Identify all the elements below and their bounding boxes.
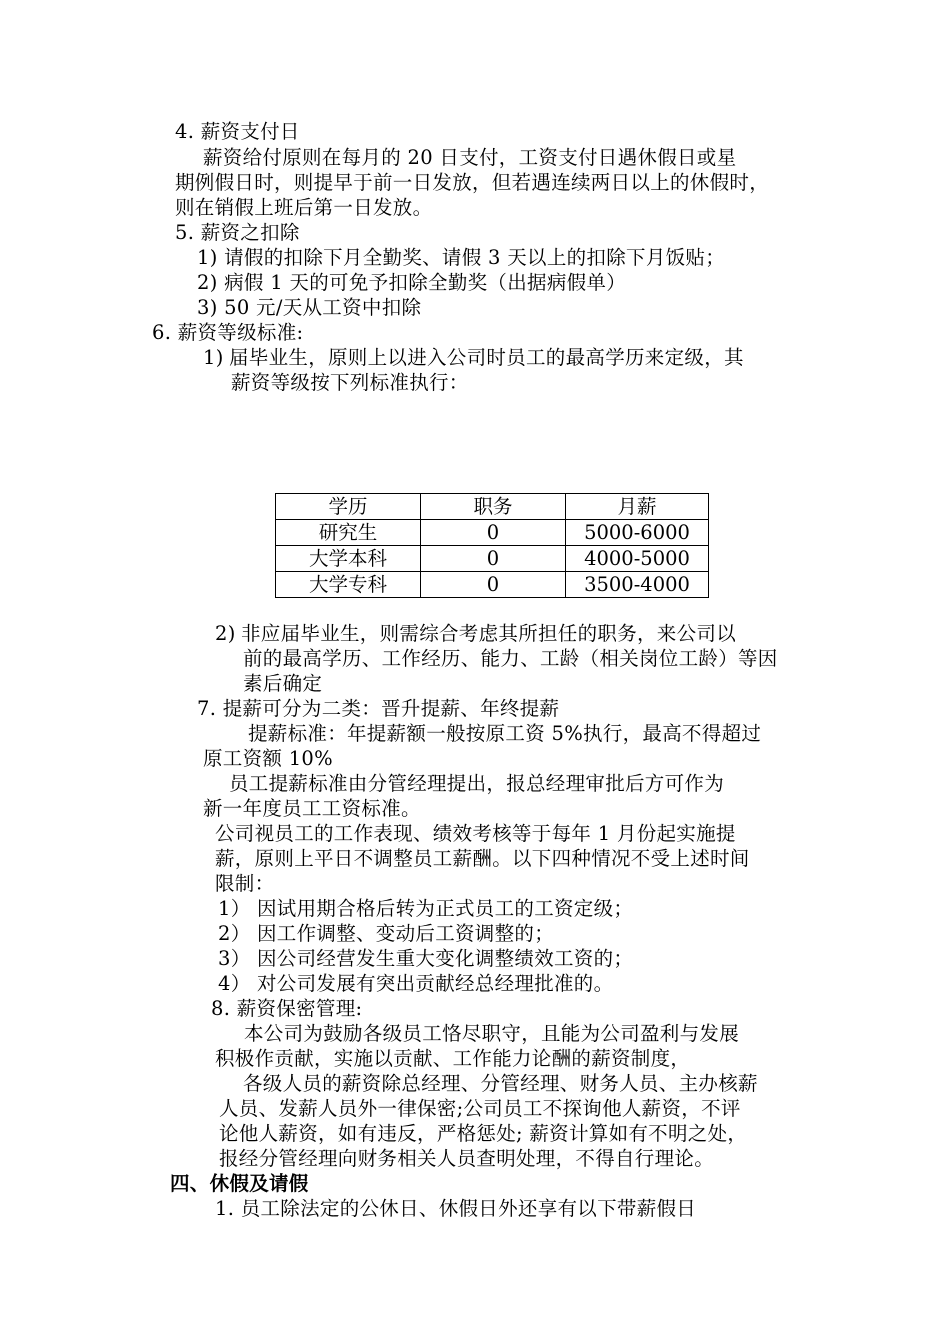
paragraph-line: 公司视员工的工作表现、绩效考核等于每年 1 月份起实施提 [215, 822, 736, 845]
table-header-cell: 学历 [276, 494, 421, 520]
table-cell: 大学专科 [276, 572, 421, 598]
list-item: 2） 因工作调整、变动后工资调整的； [218, 922, 555, 945]
list-number: 2) [215, 622, 236, 645]
list-item [203, 346, 744, 370]
paragraph-line: 则在销假上班后第一日发放。 [175, 196, 433, 219]
salary-grade-table [275, 493, 709, 598]
paragraph-line: 原工资额 10% [203, 747, 333, 770]
list-item: 3) 50 元/天从工资中扣除 [197, 296, 422, 319]
paragraph-line: 各级人员的薪资除总经理、分管经理、财务人员、主办核薪 [243, 1072, 758, 1095]
paragraph-line: 员工提薪标准由分管经理提出，报总经理审批后方可作为 [229, 772, 725, 795]
table-row [276, 520, 709, 546]
paragraph-line: 期例假日时，则提早于前一日发放，但若遇连续两日以上的休假时， [175, 171, 770, 194]
list-item: 1) 请假的扣除下月全勤奖、请假 3 天以上的扣除下月饭贴； [197, 246, 726, 269]
table-header-cell: 职务 [421, 494, 566, 520]
chapter-heading-leave: 四、休假及请假 [170, 1172, 309, 1195]
paragraph-line: 素后确定 [243, 672, 323, 695]
table-cell: 0 [421, 572, 566, 598]
list-item: 2) 病假 1 天的可免予扣除全勤奖（出据病假单） [197, 271, 627, 294]
paragraph-line: 人员、发薪人员外一律保密;公司员工不探询他人薪资，不评 [219, 1097, 741, 1120]
table-cell: 3500-4000 [566, 572, 709, 598]
list-item: 1） 因试用期合格后转为正式员工的工资定级； [218, 897, 634, 920]
table-cell: 5000-6000 [566, 520, 709, 546]
paragraph-line: 报经分管经理向财务相关人员查明处理，不得自行理论。 [219, 1147, 715, 1170]
section-heading-raise: 7. 提薪可分为二类：晋升提薪、年终提薪 [197, 697, 560, 720]
paragraph-line: 新一年度员工工资标准。 [203, 797, 421, 820]
table-header-row [276, 494, 709, 520]
table-row [276, 572, 709, 598]
list-item: 3） 因公司经营发生重大变化调整绩效工资的； [218, 947, 634, 970]
section-heading-confidentiality: 8. 薪资保密管理: [211, 997, 363, 1020]
table-cell: 0 [421, 546, 566, 572]
paragraph-line: 本公司为鼓励各级员工恪尽职守，且能为公司盈利与发展 [244, 1022, 740, 1045]
paragraph-line: 积极作贡献，实施以贡献、工作能力论酬的薪资制度， [215, 1047, 691, 1070]
paragraph-line: 薪资等级按下列标准执行： [231, 371, 469, 394]
table-row [276, 546, 709, 572]
paragraph-line: 提薪标准：年提薪额一般按原工资 5%执行，最高不得超过 [248, 722, 762, 745]
table-cell: 4000-5000 [566, 546, 709, 572]
section-heading-deduction: 5. 薪资之扣除 [175, 221, 300, 244]
paragraph-line: 薪，原则上平日不调整员工薪酬。以下四种情况不受上述时间 [215, 847, 750, 870]
list-item: 4） 对公司发展有突出贡献经总经理批准的。 [218, 972, 614, 995]
table-cell: 研究生 [276, 520, 421, 546]
paragraph-line: 论他人薪资，如有违反，严格惩处; 薪资计算如有不明之处， [219, 1122, 748, 1145]
list-item-text: 非应届毕业生，则需综合考虑其所担任的职务，来公司以 [241, 622, 737, 645]
list-item [215, 622, 736, 646]
table-header-cell: 月薪 [566, 494, 709, 520]
list-item: 1. 员工除法定的公休日、休假日外还享有以下带薪假日 [215, 1197, 697, 1220]
table-cell: 0 [421, 520, 566, 546]
list-item-text: 届毕业生，原则上以进入公司时员工的最高学历来定级，其 [229, 346, 744, 369]
paragraph-line: 前的最高学历、工作经历、能力、工龄（相关岗位工龄）等因 [243, 647, 778, 670]
table-cell: 大学本科 [276, 546, 421, 572]
list-number: 1) [203, 346, 224, 369]
section-heading-payday: 4. 薪资支付日 [175, 120, 300, 143]
paragraph-line: 限制： [215, 872, 275, 895]
section-heading-salary-grade: 6. 薪资等级标准: [152, 321, 304, 344]
paragraph-line: 薪资给付原则在每月的 20 日支付，工资支付日遇休假日或星 [203, 146, 737, 169]
